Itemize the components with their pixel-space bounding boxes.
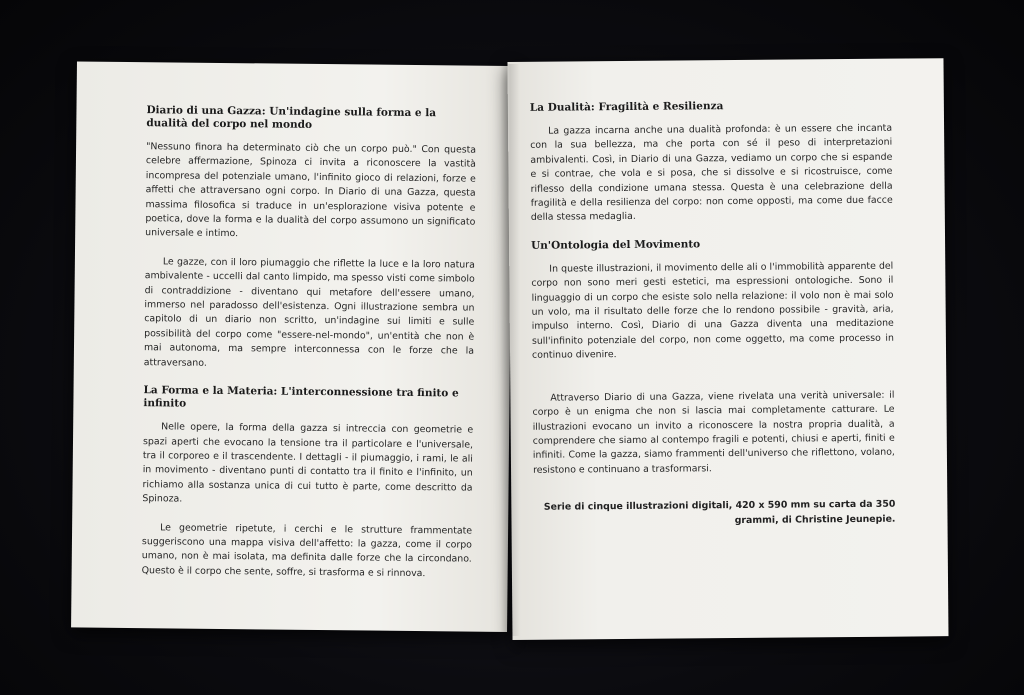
right-heading-dualita: La Dualità: Fragilità e Resilienza xyxy=(529,100,724,114)
right-paragraph-1: La gazza incarna anche una dualità profonda: è un essere che incanta con la sua bellezza, ma che porta con sé il peso di interpretazioni ambivalenti. Così, in Diario di una Gazza, vediamo un corpo che si espande e si contrae, che vola e si posa, che si dissolve e si ricostruisce, come riflesso della condizione umana stessa. Questa è una celebrazione della fragilità e della resilienza del corpo: non come opposti, ma come due facce della stessa medaglia. xyxy=(530,122,893,224)
left-page xyxy=(71,61,513,632)
artwork-credit: Serie di cinque illustrazioni digitali, 420 x 590 mm su carta da 350 grammi, di Christine Jeunepie. xyxy=(543,498,896,527)
left-paragraph-2: Le gazze, con il loro piumaggio che riflette la luce e la loro natura ambivalente - uccelli dal canto limpido, ma spesso visti come simbolo di contraddizione - diventano qui metafore dell'essere umano, immerso nel paradosso dell'esistenza. Ogni illustrazione sembra un capitolo di un diario non scritto, un'indagine sui limiti e sulle possibilità del corpo come "essere-nel-mondo", un'entità che non è mai autonoma, ma sempre interconnessa con le forze che la attraversano. xyxy=(143,256,475,369)
right-paragraph-2: In queste illustrazioni, il movimento delle ali o l'immobilità apparente del corpo non sono meri gesti estetici, ma espressioni ontologiche. Sono il linguaggio di un corpo che esiste solo nella relazione: il volo non è mai solo un volo, ma il risultato delle forze che lo rendono possibile - gravità, aria, impulso interno. Così, Diario di una Gazza diventa una meditazione sull'infinito potenziale del corpo, non come oggetto, ma come processo in continuo divenire. xyxy=(531,260,894,362)
left-paragraph-1: "Nessuno finora ha determinato ciò che un corpo può." Con questa celebre affermazione, Spinoza ci invita a riconoscere la vastità incompresa del potenziale umano, l'infinito gioco di relazioni, forze e affetti che attraversano ogni corpo. In Diario di una Gazza, questa massima filosofica si traduce in un'esplorazione visiva potente e poetica, dove la forma e la dualità del corpo assumono un significato universale e intimo. xyxy=(145,141,477,240)
left-paragraph-4: Le geometrie ripetute, i cerchi e le strutture frammentate suggeriscono una mappa visiva dell'affetto: la gazza, come il corpo umano, non è mai isolata, ma definita dalle forze che la circondano. Questo è il corpo che sente, soffre, si trasforma e si rinnova. xyxy=(141,521,473,579)
left-page-text xyxy=(141,104,476,596)
left-heading-forma: La Forma e la Materia: L'interconnessione tra finito e infinito xyxy=(143,384,459,410)
left-heading-title: Diario di una Gazza: Un'indagine sulla forma e la dualità del corpo nel mondo xyxy=(146,104,437,131)
right-heading-ontologia: Un'Ontologia del Movimento xyxy=(531,238,701,252)
right-page xyxy=(507,58,948,640)
left-paragraph-3: Nelle opere, la forma della gazza si intreccia con geometrie e spazi aperti che evocano la tensione tra il particolare e l'universale, tra il corporeo e il trascendente. I dettagli - il piumaggio, i rami, le ali in movimento - diventano punti di contatto tra il finito e l'infinito, un richiamo alla sostanza unica di cui tutto è parte, come descritto da Spinoza. xyxy=(142,421,474,505)
right-page-text xyxy=(530,99,896,530)
right-paragraph-3: Attraverso Diario di una Gazza, viene rivelata una verità universale: il corpo è un enigma che non si lascia mai completamente catturare. Le illustrazioni evocano un invito a riconoscere la nostra propria dualità, a comprendere che siamo al contempo fragili e potenti, chiusi e aperti, finiti e infiniti. Come la gazza, siamo frammenti dell'universo che riflettono, volano, resistono e continuano a trasformarsi. xyxy=(532,389,895,476)
